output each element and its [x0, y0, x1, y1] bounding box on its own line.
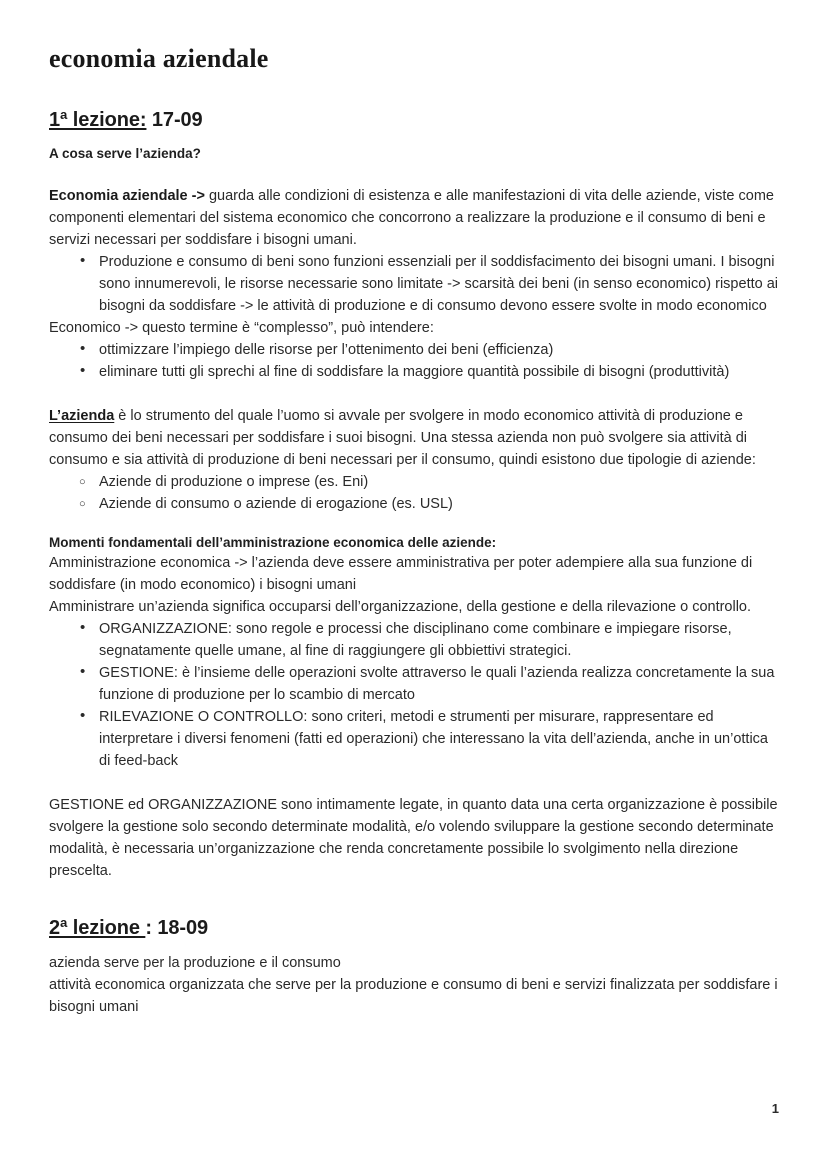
lesson-2-heading-date: : 18-09	[145, 917, 209, 939]
bullet-list-produzione	[49, 251, 779, 317]
gestione-organizzazione-paragraph: GESTIONE ed ORGANIZZAZIONE sono intimamente legate, in quanto data una certa organizzazione è possibile svolgere la gestione solo secondo determinate modalità, e/o volendo sviluppare la gestione secondo determinate modalità, è necessaria un’organizzazione che renda concretamente possibile lo svolgimento nella direzione prescelta.	[49, 797, 778, 879]
lesson-1-subtitle: A cosa serve l’azienda?	[49, 146, 201, 161]
page-title: economia aziendale	[49, 44, 269, 73]
amministrazione-economica-paragraph: Amministrazione economica -> l’azienda deve essere amministrativa per poter adempiere alla sua funzione di soddisfare (in modo economico) i bisogni umani	[49, 555, 753, 593]
amministrare-azienda-paragraph: Amministrare un’azienda significa occuparsi dell’organizzazione, della gestione e della rilevazione o controllo.	[49, 599, 752, 615]
lesson-1-heading-underlined: 1ª lezione:	[49, 109, 147, 131]
lesson-2-line-1: azienda serve per la produzione e il consumo	[49, 955, 341, 971]
list-item: ○ Aziende di produzione o imprese (es. Eni)	[49, 471, 779, 493]
bullet-list-economico	[49, 339, 779, 383]
document-content	[49, 44, 779, 1018]
economia-aziendale-label: Economia aziendale ->	[49, 188, 205, 204]
azienda-label: L’azienda	[49, 408, 115, 424]
lesson-2-heading	[49, 916, 779, 940]
economico-line: Economico -> questo termine è “complesso”, può intendere:	[49, 320, 434, 336]
list-item: ○ Aziende di consumo o aziende di erogazione (es. USL)	[49, 493, 779, 515]
lesson-1-heading	[49, 108, 779, 132]
azienda-text: è lo strumento del quale l’uomo si avvale per svolgere in modo economico attività di produzione e consumo dei beni necessari per soddisfare i suoi bisogni. Una stessa azienda non può svolgere sia attività di consumo e sia attività di produzione di beni necessari per il consumo, quindi esistono due tipologie di aziende:	[49, 408, 756, 468]
list-item: • RILEVAZIONE O CONTROLLO: sono criteri, metodi e strumenti per misurare, rappresentare ed interpretare i diversi fenomeni (fatti ed operazioni) che interessano la vita dell’azienda, anche in un’ottica di feed-back	[49, 706, 779, 772]
economia-aziendale-text: guarda alle condizioni di esistenza e alle manifestazioni di vita delle aziende, viste come componenti elementari del sistema economico che concorrono a realizzare la produzione e il consumo di beni e servizi necessari per soddisfare i bisogni umani.	[49, 188, 774, 248]
list-item: • GESTIONE: è l’insieme delle operazioni svolte attraverso le quali l’azienda realizza concretamente la sua funzione di produzione per lo scambio di mercato	[49, 662, 779, 706]
bullet-list-funzioni	[49, 618, 779, 772]
list-item: • ottimizzare l’impiego delle risorse per l’ottenimento dei beni (efficienza)	[49, 339, 779, 361]
lesson-2-line-2: attività economica organizzata che serve per la produzione e consumo di beni e servizi finalizzata per soddisfare i bisogni umani	[49, 977, 778, 1015]
lesson-1-heading-date: 17-09	[146, 109, 203, 131]
lesson-2-heading-underlined: 2ª lezione	[49, 917, 146, 939]
list-item: • ORGANIZZAZIONE: sono regole e processi che disciplinano come combinare e impiegare risorse, segnatamente quelle umane, al fine di raggiungere gli obbiettivi strategici.	[49, 618, 779, 662]
azienda-definition	[49, 405, 779, 471]
economia-aziendale-definition	[49, 185, 779, 251]
list-item: • eliminare tutti gli sprechi al fine di soddisfare la maggiore quantità possibile di bisogni (produttività)	[49, 361, 779, 383]
momenti-fondamentali-heading: Momenti fondamentali dell’amministrazione economica delle aziende:	[49, 535, 497, 550]
page-number: 1	[771, 1101, 779, 1116]
circle-list-tipologie-aziende	[49, 471, 779, 515]
list-item: • Produzione e consumo di beni sono funzioni essenziali per il soddisfacimento dei bisogni umani. I bisogni sono innumerevoli, le risorse necessarie sono limitate -> scarsità dei beni (in senso economico) rispetto ai bisogni da soddisfare -> le attività di produzione e di consumo devono essere svolte in modo economico	[49, 251, 779, 317]
